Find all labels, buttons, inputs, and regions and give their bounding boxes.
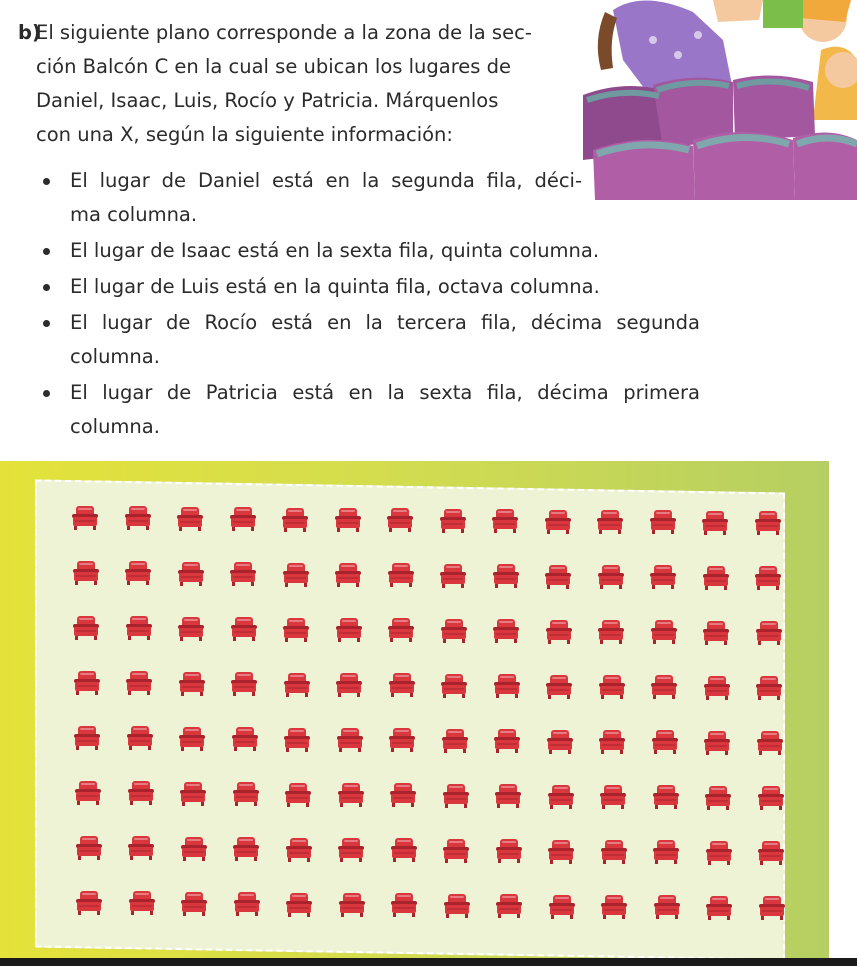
bullet-icon [43, 248, 50, 255]
armchair-icon[interactable] [544, 617, 574, 647]
armchair-icon[interactable] [177, 724, 207, 754]
armchair-icon[interactable] [442, 891, 472, 921]
armchair-icon[interactable] [597, 727, 627, 757]
clue-item-isaac [18, 234, 698, 268]
intro-line: ción Balcón C en la cual se ubican los lugares de [36, 55, 512, 78]
armchair-icon[interactable] [73, 778, 103, 808]
armchair-icon[interactable] [126, 833, 156, 863]
exercise-label: b) [18, 21, 41, 44]
armchair-icon[interactable] [389, 890, 419, 920]
armchair-icon[interactable] [126, 778, 156, 808]
armchair-icon[interactable] [596, 617, 626, 647]
seat-grid [70, 503, 790, 963]
armchair-icon[interactable] [545, 727, 575, 757]
intro-line: El siguiente plano corresponde a la zona de la sec- [36, 21, 532, 44]
armchair-icon[interactable] [597, 672, 627, 702]
armchair-icon[interactable] [177, 669, 207, 699]
clue-line: columna. [70, 415, 160, 438]
armchair-icon[interactable] [71, 613, 101, 643]
bullet-icon [43, 320, 50, 327]
armchair-icon[interactable] [334, 670, 364, 700]
armchair-icon[interactable] [228, 504, 258, 534]
armchair-icon[interactable] [543, 562, 573, 592]
armchair-icon[interactable] [439, 616, 469, 646]
armchair-icon[interactable] [284, 890, 314, 920]
armchair-icon[interactable] [701, 618, 731, 648]
armchair-icon[interactable] [333, 560, 363, 590]
armchair-icon[interactable] [490, 506, 520, 536]
armchair-icon[interactable] [595, 507, 625, 537]
armchair-icon[interactable] [282, 725, 312, 755]
armchair-icon[interactable] [491, 616, 521, 646]
armchair-icon[interactable] [386, 615, 416, 645]
bullet-icon [43, 178, 50, 185]
armchair-icon[interactable] [336, 835, 366, 865]
clue-line: El lugar de Patricia está en la sexta fila, décima primera [70, 381, 700, 404]
armchair-icon[interactable] [230, 724, 260, 754]
armchair-icon[interactable] [74, 888, 104, 918]
armchair-icon[interactable] [387, 670, 417, 700]
armchair-icon[interactable] [756, 783, 786, 813]
armchair-icon[interactable] [439, 671, 469, 701]
armchair-icon[interactable] [281, 615, 311, 645]
armchair-icon[interactable] [125, 723, 155, 753]
clue-item-rocio [18, 306, 698, 374]
armchair-icon[interactable] [387, 725, 417, 755]
armchair-icon[interactable] [649, 617, 679, 647]
clue-line: El lugar de Isaac está en la sexta fila, quinta columna. [70, 239, 600, 262]
armchair-icon[interactable] [386, 560, 416, 590]
armchair-icon[interactable] [546, 782, 576, 812]
armchair-icon[interactable] [494, 891, 524, 921]
armchair-icon[interactable] [232, 889, 262, 919]
armchair-icon[interactable] [229, 614, 259, 644]
armchair-icon[interactable] [127, 888, 157, 918]
armchair-icon[interactable] [440, 726, 470, 756]
exercise-intro [18, 16, 563, 152]
clue-line: El lugar de Rocío está en la tercera fila, décima segunda [70, 311, 700, 334]
armchair-icon[interactable] [280, 505, 310, 535]
armchair-icon[interactable] [179, 889, 209, 919]
intro-line: con una X, según la siguiente información: [36, 123, 453, 146]
armchair-icon[interactable] [388, 780, 418, 810]
armchair-icon[interactable] [546, 837, 576, 867]
armchair-icon[interactable] [124, 668, 154, 698]
seating-plan-frame [0, 461, 829, 966]
armchair-icon[interactable] [178, 779, 208, 809]
armchair-icon[interactable] [598, 782, 628, 812]
armchair-icon[interactable] [755, 728, 785, 758]
armchair-icon[interactable] [336, 780, 366, 810]
armchair-icon[interactable] [648, 507, 678, 537]
clue-list [18, 164, 698, 444]
bullet-icon [43, 390, 50, 397]
armchair-icon[interactable] [596, 562, 626, 592]
armchair-icon[interactable] [651, 837, 681, 867]
armchair-icon[interactable] [756, 838, 786, 868]
armchair-icon[interactable] [333, 505, 363, 535]
clue-item-luis [18, 270, 698, 304]
armchair-icon[interactable] [702, 673, 732, 703]
armchair-icon[interactable] [385, 505, 415, 535]
armchair-icon[interactable] [123, 503, 153, 533]
clue-item-patricia [18, 376, 698, 444]
armchair-icon[interactable] [72, 668, 102, 698]
armchair-icon[interactable] [702, 728, 732, 758]
armchair-icon[interactable] [72, 723, 102, 753]
armchair-icon[interactable] [229, 669, 259, 699]
armchair-icon[interactable] [228, 559, 258, 589]
intro-line: Daniel, Isaac, Luis, Rocío y Patricia. Márquenlos [36, 89, 499, 112]
bottom-edge [0, 958, 857, 966]
armchair-icon[interactable] [599, 837, 629, 867]
armchair-icon[interactable] [337, 890, 367, 920]
armchair-icon[interactable] [124, 613, 154, 643]
armchair-icon[interactable] [123, 558, 153, 588]
armchair-icon[interactable] [754, 618, 784, 648]
armchair-icon[interactable] [648, 562, 678, 592]
armchair-icon[interactable] [176, 559, 206, 589]
armchair-icon[interactable] [438, 506, 468, 536]
armchair-icon[interactable] [547, 892, 577, 922]
armchair-icon[interactable] [754, 673, 784, 703]
armchair-icon[interactable] [438, 561, 468, 591]
armchair-icon[interactable] [753, 508, 783, 538]
armchair-icon[interactable] [543, 507, 573, 537]
armchair-icon[interactable] [283, 780, 313, 810]
armchair-icon[interactable] [334, 615, 364, 645]
armchair-icon[interactable] [492, 671, 522, 701]
armchair-icon[interactable] [650, 727, 680, 757]
armchair-icon[interactable] [441, 781, 471, 811]
armchair-icon[interactable] [71, 558, 101, 588]
armchair-icon[interactable] [704, 893, 734, 923]
armchair-icon[interactable] [651, 782, 681, 812]
armchair-icon[interactable] [652, 892, 682, 922]
armchair-icon[interactable] [544, 672, 574, 702]
armchair-icon[interactable] [753, 563, 783, 593]
armchair-icon[interactable] [704, 838, 734, 868]
armchair-icon[interactable] [282, 670, 312, 700]
armchair-icon[interactable] [441, 836, 471, 866]
armchair-icon[interactable] [70, 503, 100, 533]
clue-line: El lugar de Daniel está en la segunda fila, déci- [70, 169, 582, 192]
armchair-icon[interactable] [492, 726, 522, 756]
armchair-icon[interactable] [649, 672, 679, 702]
armchair-icon[interactable] [701, 563, 731, 593]
armchair-icon[interactable] [491, 561, 521, 591]
armchair-icon[interactable] [179, 834, 209, 864]
armchair-icon[interactable] [599, 892, 629, 922]
armchair-icon[interactable] [493, 781, 523, 811]
armchair-icon[interactable] [389, 835, 419, 865]
armchair-icon[interactable] [231, 834, 261, 864]
armchair-icon[interactable] [700, 508, 730, 538]
armchair-icon[interactable] [494, 836, 524, 866]
kids-in-theater-seats-icon [583, 0, 857, 200]
armchair-icon[interactable] [703, 783, 733, 813]
armchair-icon[interactable] [176, 614, 206, 644]
clue-line: ma columna. [70, 203, 198, 226]
clue-line: El lugar de Luis está en la quinta fila, octava columna. [70, 275, 600, 298]
clue-line: columna. [70, 345, 160, 368]
armchair-icon[interactable] [175, 504, 205, 534]
armchair-icon[interactable] [231, 779, 261, 809]
armchair-icon[interactable] [757, 893, 787, 923]
armchair-icon[interactable] [74, 833, 104, 863]
armchair-icon[interactable] [281, 560, 311, 590]
bullet-icon [43, 284, 50, 291]
armchair-icon[interactable] [284, 835, 314, 865]
armchair-icon[interactable] [335, 725, 365, 755]
